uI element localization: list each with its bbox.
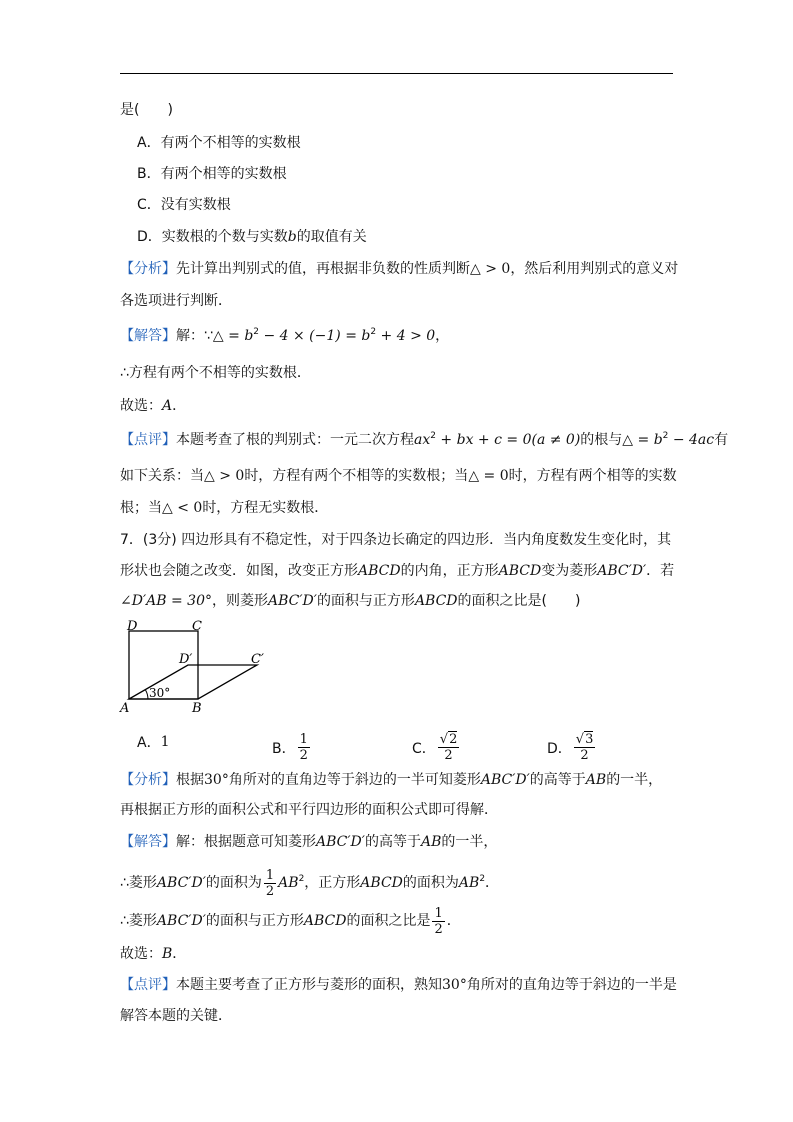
q6-option-d: D．实数根的个数与实数b的取值有关	[137, 229, 367, 245]
label-b: B	[192, 701, 202, 716]
answer-tag: 【解答】	[120, 328, 176, 344]
q7-answer-line3: ∴菱形ABC′D′的面积与正方形ABCD的面积之比是 $\frac{1}{2}$ ．	[120, 905, 461, 937]
q6-option-a: A．有两个不相等的实数根	[137, 135, 301, 151]
q7-comment-line2: 解答本题的关键．	[120, 1008, 232, 1024]
q6-comment: 【点评】本题考查了根的判别式：一元二次方程$ax^2$ + bx + c = 0(a ≠ 0)的根与△ = $b^2 - 4ac$有	[120, 431, 729, 448]
q7-choice-b: B． $\frac{1}{2}$	[272, 732, 308, 763]
q7-stem-line3: ∠D′AB = 30°，则菱形ABC′D′的面积与正方形ABCD的面积之比是( )	[120, 593, 581, 609]
q6-analysis-line2: 各选项进行判断．	[120, 293, 232, 309]
q7-choice-a: A． 1	[137, 734, 170, 751]
q6-answer-choice: 故选：A．	[120, 398, 187, 414]
square-rhombus-figure	[118, 614, 278, 719]
label-c: C	[192, 619, 202, 634]
q6-answer-line2: ∴方程有两个不相等的实数根．	[120, 365, 311, 381]
analysis-tag: 【分析】	[120, 261, 176, 277]
q6-answer: 【解答】解：∵△ = $b^2 - 4 \times (-1) = b^2 + 4 > 0$，	[120, 327, 450, 344]
q6-option-b: B．有两个相等的实数根	[137, 166, 287, 182]
q7-stem-line2: 形状也会随之改变．如图，改变正方形ABCD的内角，正方形ABCD变为菱形ABC′D′．若	[120, 563, 675, 579]
angle-arc	[146, 690, 149, 699]
comment-tag: 【点评】	[120, 977, 176, 993]
label-d: D	[127, 619, 138, 634]
label-d-prime: D′	[179, 652, 193, 667]
q7-analysis-line2: 再根据正方形的面积公式和平行四边形的面积公式即可得解．	[120, 802, 498, 818]
q7-answer-line2: ∴菱形ABC′D′的面积为 $\frac{1}{2}$ $AB^2$，正方形ABCD的面积为$AB^2$．	[120, 867, 500, 899]
q7-answer-choice: 故选：B．	[120, 946, 187, 962]
q7-comment: 【点评】本题主要考查了正方形与菱形的面积，熟知30°角所对的直角边等于斜边的一半是	[120, 977, 677, 993]
q6-analysis: 【分析】先计算出判别式的值，再根据非负数的性质判断△ > 0，然后利用判别式的意义对	[120, 261, 679, 277]
analysis-tag: 【分析】	[120, 772, 176, 788]
q7-choice-d: D． $\frac{√3}{2}$	[547, 732, 594, 763]
header-rule	[120, 73, 673, 74]
q6-option-c: C．没有实数根	[137, 197, 231, 213]
q6-comment-line2: 如下关系：当△ > 0时，方程有两个不相等的实数根；当△ = 0时，方程有两个相等的实数	[120, 468, 677, 484]
label-a: A	[120, 701, 130, 716]
q7-answer: 【解答】解：根据题意可知菱形ABC′D′的高等于AB的一半，	[120, 834, 498, 850]
q7-analysis: 【分析】根据30°角所对的直角边等于斜边的一半可知菱形ABC′D′的高等于AB的一半，	[120, 772, 663, 788]
q7-stem: 7．(3分) 四边形具有不稳定性，对于四条边长确定的四边形．当内角度数发生变化时，其	[120, 532, 672, 548]
q7-choice-c: C． $\frac{√2}{2}$	[412, 732, 458, 763]
answer-tag: 【解答】	[120, 834, 176, 850]
comment-tag: 【点评】	[120, 432, 176, 448]
q6-comment-line3: 根；当△ < 0时，方程无实数根．	[120, 500, 329, 516]
angle-label: 30°	[149, 686, 171, 700]
q6-stem-tail: 是( )	[120, 102, 173, 118]
label-c-prime: C′	[251, 652, 264, 667]
